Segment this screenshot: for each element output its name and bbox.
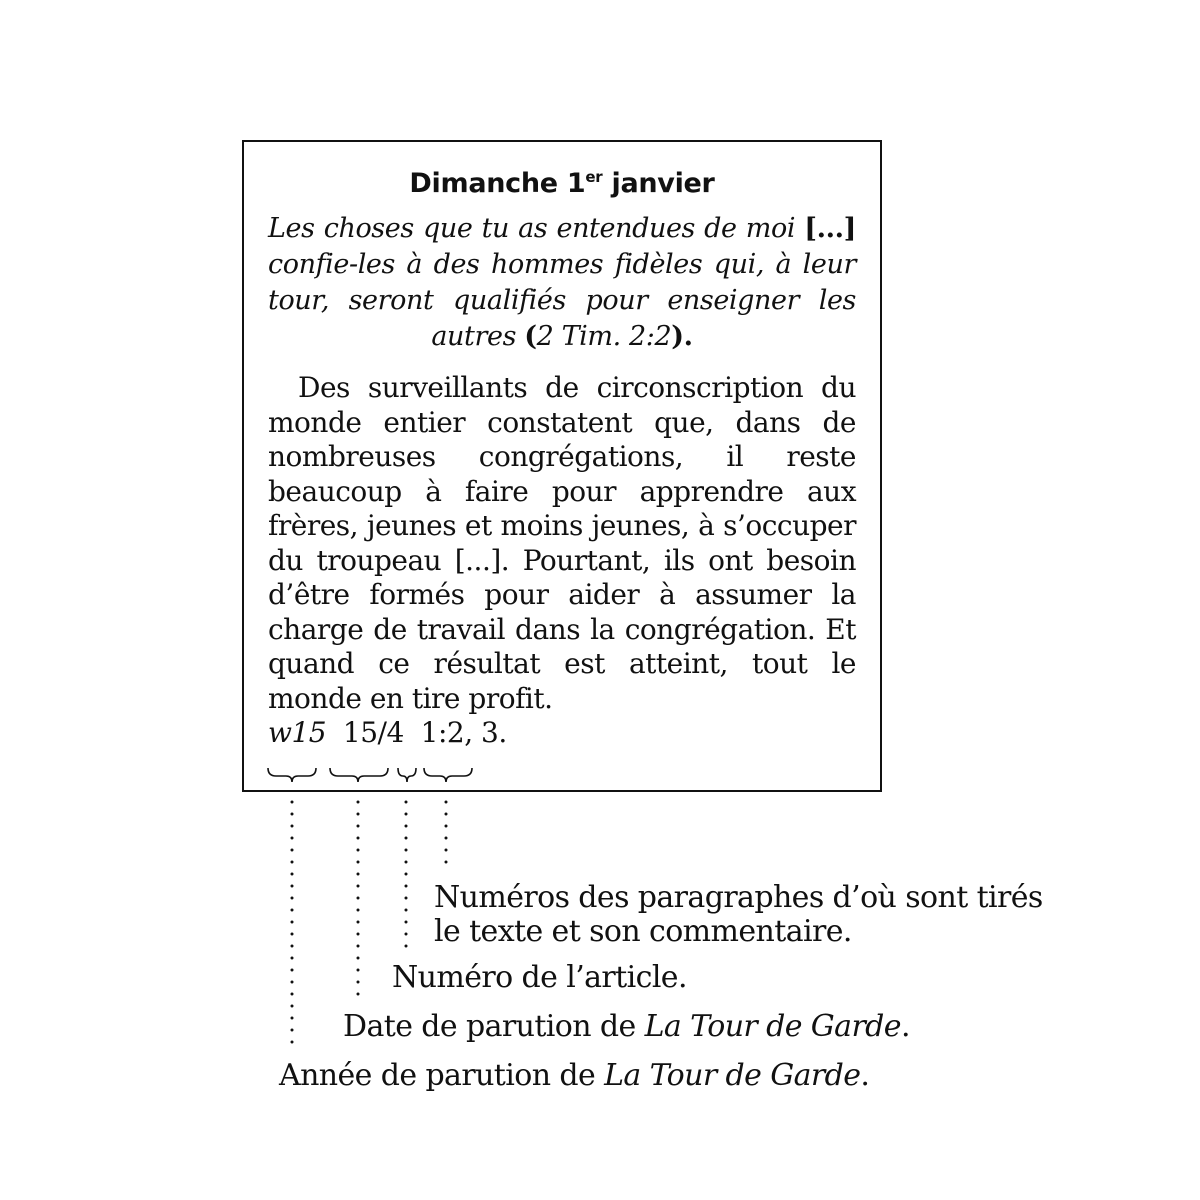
legend-date <box>343 1010 910 1044</box>
legend-date-suffix: . <box>900 1009 910 1044</box>
brace-paragraphs <box>424 768 472 782</box>
legend-article: Numéro de l’article. <box>392 960 687 995</box>
brace-article <box>398 768 416 782</box>
day-title-month: janvier <box>611 168 715 199</box>
citation-date: 15/4 <box>342 716 404 749</box>
brace-year <box>268 768 316 782</box>
legend-paragraphs-line-1: Numéros des paragraphes d’où sont tirés <box>434 880 1043 915</box>
verse-part-2: confie-les à des hommes fidèles qui, à leur tour, seront qualifiés pour enseigner les autres <box>268 249 856 352</box>
legend-year <box>279 1059 869 1093</box>
verse-part-1: Les choses que tu as entendues de moi <box>268 213 796 244</box>
verse-ref-close: ). <box>671 321 693 352</box>
verse-ref-open: ( <box>524 321 537 352</box>
citation-colon: : <box>437 716 447 749</box>
citation-paragraphs: 2, 3 <box>446 716 499 749</box>
day-title-day: Dimanche 1 <box>409 168 586 199</box>
citation-year: w15 <box>268 716 327 749</box>
brace-date <box>330 768 388 782</box>
legend-year-suffix: . <box>860 1058 870 1093</box>
legend-paragraphs-line-2: le texte et son commentaire. <box>434 914 852 949</box>
comment-paragraph: Des surveillants de circonscription du monde entier constatent que, dans de nombreuses congrégations, il reste beaucoup à faire pour apprendre aux frères, jeunes et moins jeunes, à s’occuper du troupeau [...]. Pourtant, ils ont besoin d’être formés pour aider à assumer la charge de travail dans la congrégation. Et quand ce résultat est atteint, tout le monde en tire profit. <box>268 371 856 715</box>
legend-paragraphs <box>434 881 1043 949</box>
verse-reference: 2 Tim. 2:2 <box>536 321 672 352</box>
citation-article: 1 <box>420 716 438 749</box>
legend-year-prefix: Année de parution de <box>279 1058 605 1093</box>
legend-date-prefix: Date de parution de <box>343 1009 645 1044</box>
day-title-ordinal: er <box>585 168 603 186</box>
verse-ellipsis: [...] <box>804 213 856 244</box>
legend-year-title: La Tour de Garde <box>604 1058 861 1093</box>
legend-date-title: La Tour de Garde <box>644 1009 901 1044</box>
citation-end: . <box>498 716 507 749</box>
